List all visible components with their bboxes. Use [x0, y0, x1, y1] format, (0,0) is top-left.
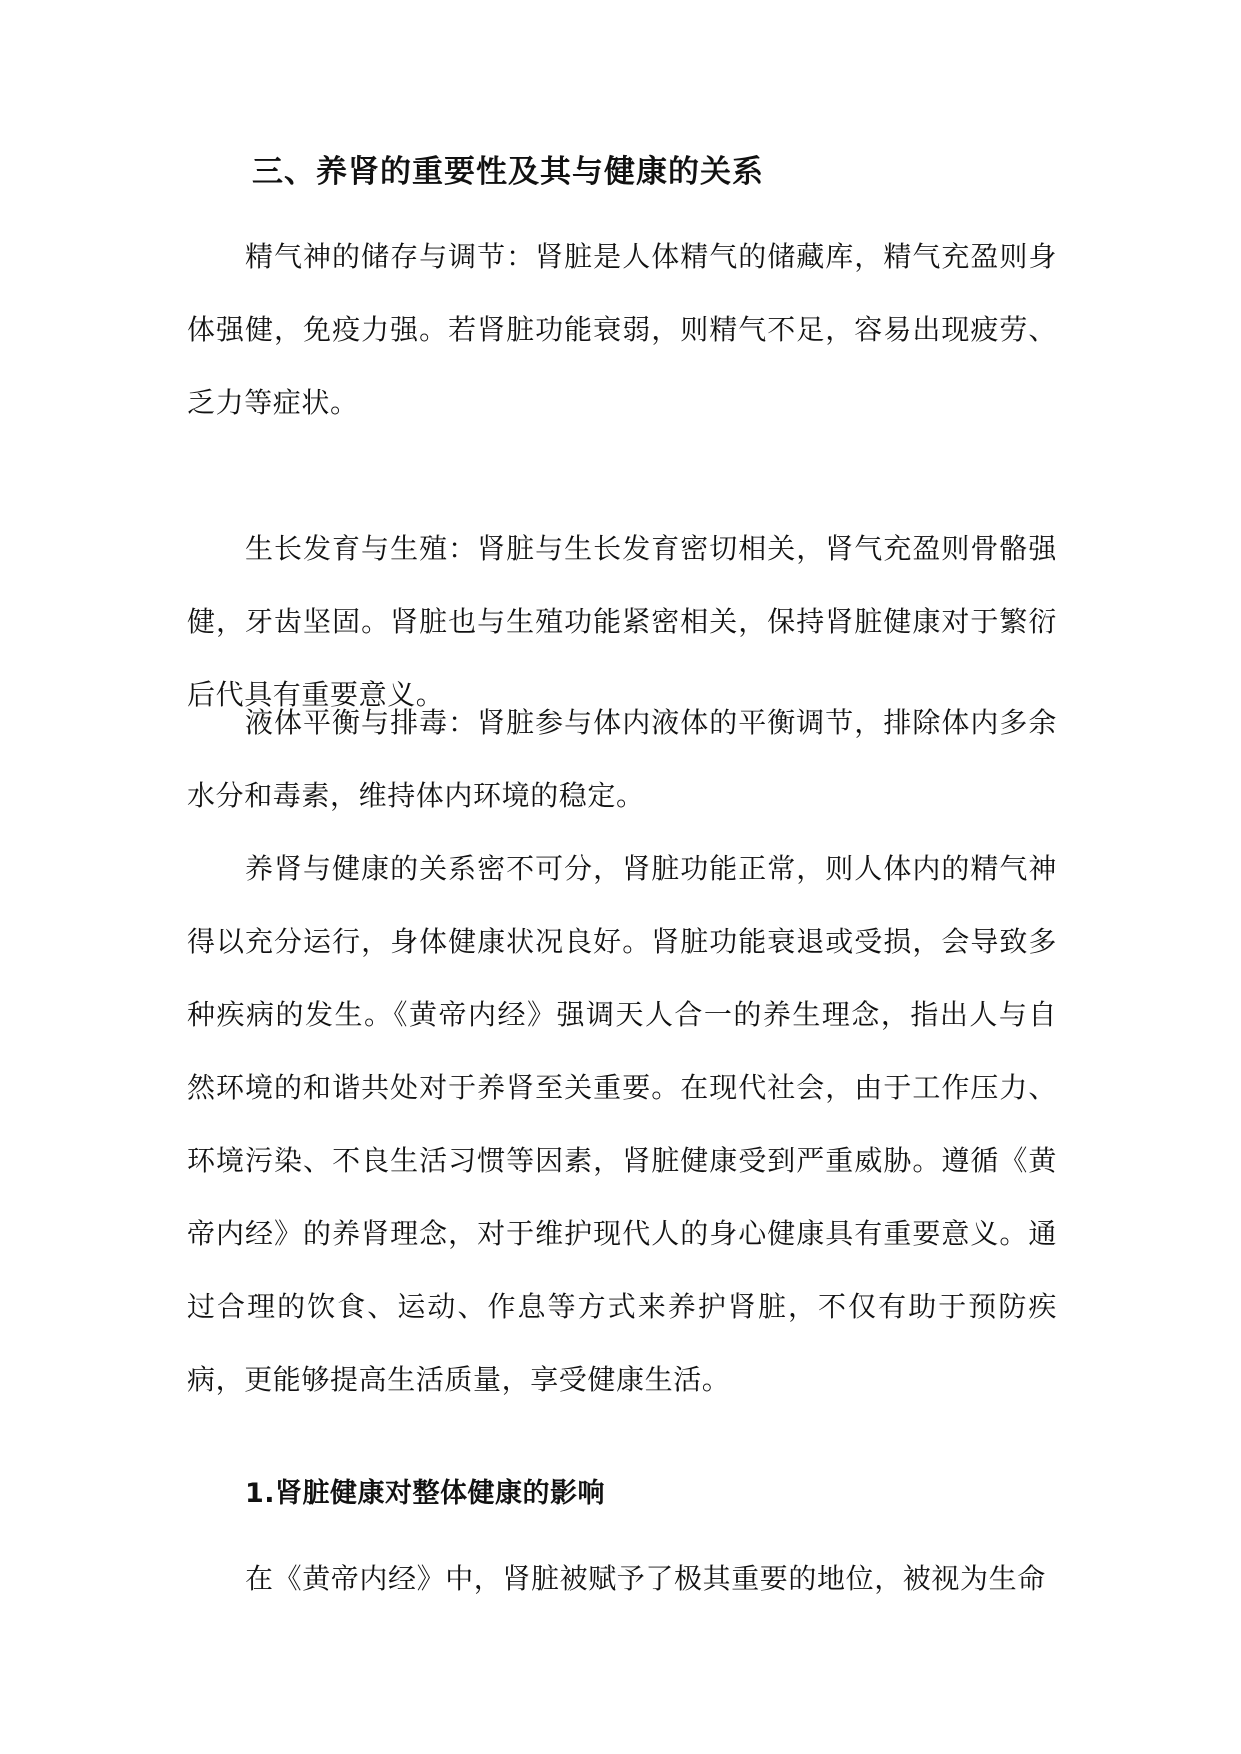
subsection-heading: 1.肾脏健康对整体健康的影响 — [245, 1478, 606, 1509]
paragraph-growth-reproduction: 生长发育与生殖：肾脏与生长发育密切相关，肾气充盈则骨骼强健，牙齿坚固。肾脏也与生殖功能紧密相关，保持肾脏健康对于繁衍后代具有重要意义。 — [187, 532, 1057, 711]
paragraph-fluid-balance: 液体平衡与排毒：肾脏参与体内液体的平衡调节，排除体内多余水分和毒素，维持体内环境的稳定。 — [187, 706, 1057, 812]
section-heading: 三、养肾的重要性及其与健康的关系 — [252, 154, 764, 190]
paragraph-essence-storage: 精气神的储存与调节：肾脏是人体精气的储藏库，精气充盈则身体强健，免疫力强。若肾脏功能衰弱，则精气不足，容易出现疲劳、乏力等症状。 — [187, 240, 1057, 419]
paragraph-kidney-health-relationship: 养肾与健康的关系密不可分，肾脏功能正常，则人体内的精气神得以充分运行，身体健康状况良好。肾脏功能衰退或受损，会导致多种疾病的发生。《黄帝内经》强调天人合一的养生理念，指出人与自然环境的和谐共处对于养肾至关重要。在现代社会，由于工作压力、环境污染、不良生活习惯等因素，肾脏健康受到严重威胁。遵循《黄帝内经》的养肾理念，对于维护现代人的身心健康具有重要意义。通过合理的饮食、运动、作息等方式来养护肾脏，不仅有助于预防疾病，更能够提高生活质量，享受健康生活。 — [187, 852, 1057, 1396]
paragraph-huangdi-neijing: 在《黄帝内经》中，肾脏被赋予了极其重要的地位，被视为生命 — [245, 1562, 1046, 1595]
